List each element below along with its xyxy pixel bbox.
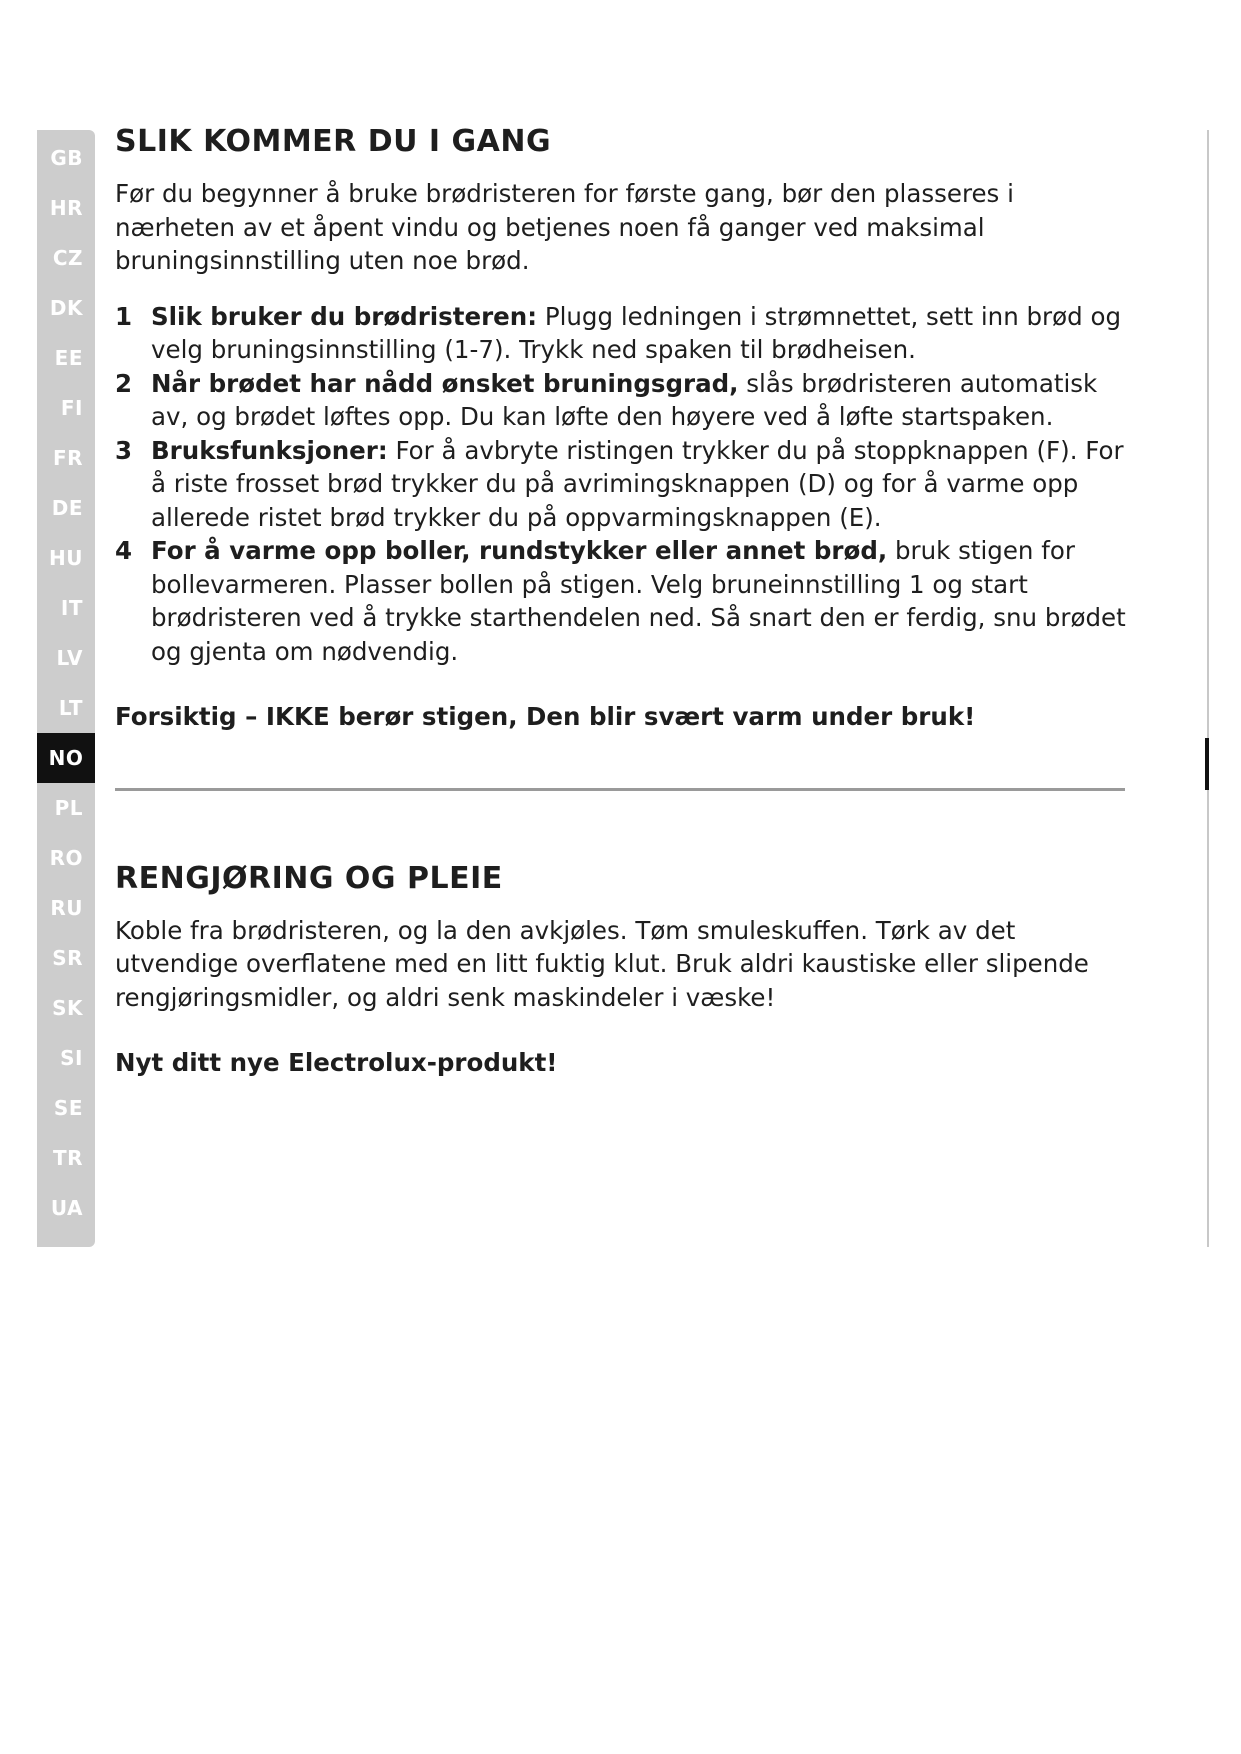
step-lead: Slik bruker du brødristeren:: [151, 301, 538, 331]
language-tab-dk[interactable]: DK: [49, 296, 83, 320]
step-text: [151, 534, 1140, 668]
getting-started-intro: Før du begynner å bruke brødristeren for første gang, bør den plasseres i nærheten av et åpent vindu og betjenes noen få ganger ved maksimal bruningsinnstilling uten noe brød.: [115, 179, 1014, 275]
step-body: slås brødristeren automatisk av, og brødet løftes opp. Du kan løfte den høyere ved å løfte startspaken.: [151, 368, 1098, 431]
language-tab-pl[interactable]: PL: [54, 796, 83, 820]
language-tab-cz[interactable]: CZ: [52, 246, 83, 270]
language-tab-sk[interactable]: SK: [52, 996, 83, 1020]
language-tab-ru[interactable]: RU: [50, 896, 83, 920]
active-section-marker: [1205, 738, 1209, 790]
right-margin-rule: [1207, 130, 1209, 1247]
language-tab-ro[interactable]: RO: [49, 846, 83, 870]
safety-warning: Forsiktig – IKKE berør stigen, Den blir svært varm under bruk!: [115, 702, 976, 731]
language-tab-lv[interactable]: LV: [56, 646, 83, 670]
step-body: bruk stigen for bollevarmeren. Plasser bollen på stigen. Velg bruneinnstilling 1 og start brødristeren ved å trykke starthendelen ned. Så snart den er ferdig, snu brødet og gjenta om nødvendig.: [151, 536, 1126, 666]
step-number: 2: [115, 368, 133, 398]
step-body: Plugg ledningen i strømnettet, sett inn brød og velg bruningsinnstilling (1-7). Trykk ned spaken til brødheisen.: [151, 301, 1121, 364]
language-tab-tr[interactable]: TR: [52, 1146, 83, 1170]
manual-page-content: [115, 124, 1140, 1080]
language-tab-lt[interactable]: LT: [58, 696, 83, 720]
cleaning-section: [115, 861, 1140, 1080]
step-item: [115, 367, 1140, 434]
language-tab-sr[interactable]: SR: [52, 946, 83, 970]
cleaning-heading: RENGJØRING OG PLEIE: [115, 860, 503, 896]
getting-started-section: [115, 124, 1140, 734]
step-number: 1: [115, 301, 133, 331]
getting-started-heading: SLIK KOMMER DU I GANG: [115, 124, 552, 159]
step-number: 4: [115, 536, 133, 565]
step-lead: Bruksfunksjoner:: [151, 435, 388, 465]
language-tab-hr[interactable]: HR: [49, 196, 83, 220]
language-tab-hu[interactable]: HU: [49, 546, 83, 570]
step-number: 3: [115, 435, 133, 465]
language-tab-si[interactable]: SI: [60, 1046, 83, 1070]
steps-list: [115, 300, 1140, 669]
language-tab-ua[interactable]: UA: [50, 1196, 83, 1220]
step-item: [115, 434, 1140, 535]
language-tab-se[interactable]: SE: [53, 1096, 83, 1120]
language-tab-no[interactable]: NO: [37, 733, 95, 783]
step-text: [151, 367, 1140, 434]
language-tab-gb[interactable]: GB: [50, 146, 83, 170]
closing-message: Nyt ditt nye Electrolux-produkt!: [115, 1048, 558, 1077]
language-tab-de[interactable]: DE: [51, 496, 83, 520]
step-item: [115, 534, 1140, 668]
step-body: For å avbryte ristingen trykker du på stoppknappen (F). For å riste frosset brød trykker du på avrimingsknappen (D) og for å varme opp allerede ristet brød trykker du på oppvarmingsknappen (E).: [151, 435, 1124, 532]
section-divider: [115, 788, 1125, 791]
cleaning-text: Koble fra brødristeren, og la den avkjøles. Tøm smuleskuffen. Tørk av det utvendige overflatene med en litt fuktig klut. Bruk aldri kaustiske eller slipende rengjøringsmidler, og aldri senk maskindeler i væske!: [115, 915, 1089, 1012]
step-text: [151, 434, 1140, 535]
step-item: [115, 300, 1140, 367]
language-tab-it[interactable]: IT: [60, 596, 83, 620]
step-text: [151, 300, 1140, 367]
step-lead: For å varme opp boller, rundstykker eller annet brød,: [151, 536, 888, 565]
step-lead: Når brødet har nådd ønsket bruningsgrad,: [151, 368, 739, 398]
language-tab-ee[interactable]: EE: [54, 346, 83, 370]
language-tab-fi[interactable]: FI: [60, 396, 83, 420]
language-tab-fr[interactable]: FR: [52, 446, 83, 470]
